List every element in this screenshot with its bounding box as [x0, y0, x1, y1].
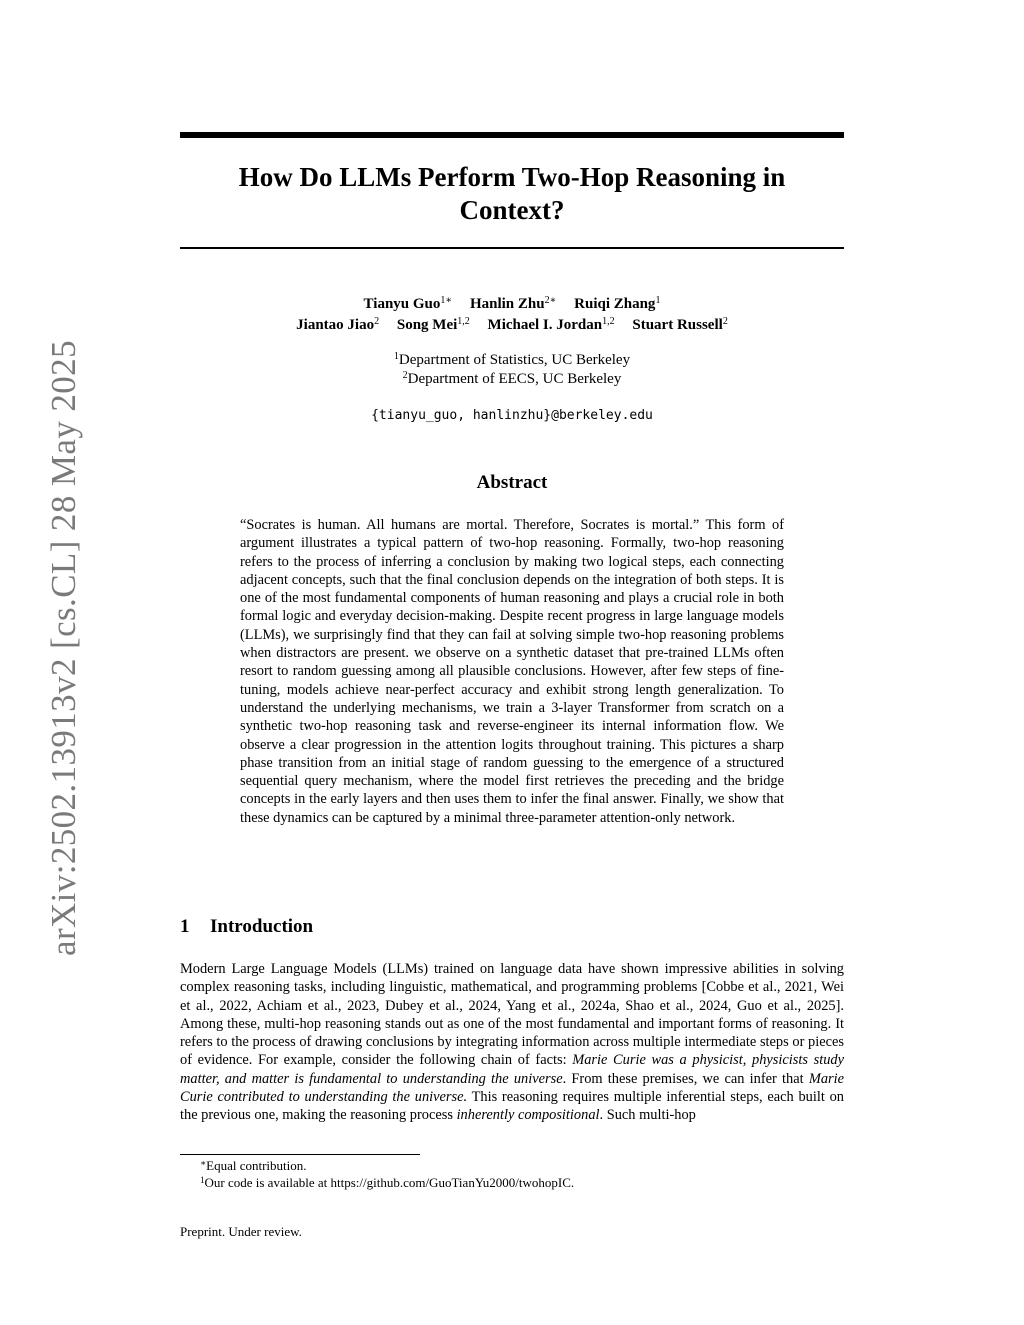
- author-name: Stuart Russell: [632, 317, 723, 333]
- footnote-text: Equal contribution.: [206, 1158, 307, 1173]
- author: [470, 296, 556, 312]
- author-affil-mark: 2: [374, 316, 380, 327]
- author: [296, 317, 379, 333]
- author-name: Hanlin Zhu: [469, 296, 545, 312]
- section-number: 1: [180, 916, 190, 937]
- title-top-rule: [180, 132, 844, 138]
- footnotes: [200, 1157, 844, 1191]
- introduction-paragraph: [180, 960, 844, 1125]
- intro-text: . Such multi-hop: [599, 1107, 696, 1124]
- author-email: {tianyu_guo, hanlinzhu}@berkeley.edu: [371, 408, 653, 423]
- author-name: Tianyu Guo: [363, 296, 441, 312]
- preprint-footer: Preprint. Under review.: [180, 1224, 302, 1239]
- author-affil-mark: 1,2: [457, 316, 470, 327]
- intro-italic-text: inherently compositional: [456, 1107, 600, 1124]
- affiliation: [180, 370, 844, 389]
- footnote-text: Our code is available at https://github.com/GuoTianYu2000/twohopIC.: [204, 1175, 575, 1190]
- intro-text: . From these premises, we can infer that: [562, 1070, 809, 1087]
- affiliation-text: Department of Statistics, UC Berkeley: [398, 352, 631, 368]
- author-list: [180, 294, 844, 336]
- author-affil-mark: 1,2: [602, 316, 615, 327]
- title-line-2: Context?: [459, 195, 565, 225]
- section-title: Introduction: [210, 916, 314, 937]
- author: [397, 317, 470, 333]
- author-name: Jiantao Jiao: [296, 317, 375, 333]
- footnote: [200, 1174, 844, 1191]
- section-heading-introduction: [180, 916, 844, 938]
- footnote: [200, 1157, 844, 1174]
- affiliation: [180, 351, 844, 370]
- abstract-text: “Socrates is human. All humans are mortal. Therefore, Socrates is mortal.” This form of argument illustrates a typical pattern of two-hop reasoning. Formally, two-hop reasoning refers to the process of inferring a conclusion by making two logical steps, each connecting adjacent concepts, such that the final conclusion depends on the integration of both steps. It is one of the most fundamental components of human reasoning and plays a crucial role in both formal logic and everyday decision-making. Despite recent progress in large language models (LLMs), we surprisingly find that they can fail at solving simple two-hop reasoning problems when distractors are present. we observe on a synthetic dataset that pre-trained LLMs often resort to random guessing among all plausible conclusions. However, after few steps of fine-tuning, models achieve near-perfect accuracy and exhibit strong length generalization. To understand the underlying mechanisms, we train a 3-layer Transformer from scratch on a synthetic two-hop reasoning task and reverse-engineer its internal information flow. We observe a clear progression in the attention logits throughout training. This pictures a sharp phase transition from an initial stage of random guessing to the emergence of a structured sequential query mechanism, where the model first retrieves the preceding and the bridge concepts in the early layers and then uses them to infer the final answer. Finally, we show that these dynamics can be captured by a minimal three-parameter attention-only network.: [240, 517, 784, 826]
- arxiv-identifier: arXiv:2502.13913v2 [cs.CL] 28 May 2025: [44, 340, 83, 956]
- author: [632, 317, 727, 333]
- footnote-rule: [180, 1154, 420, 1155]
- author-affil-mark: 1: [655, 295, 661, 306]
- intro-italic-text: Marie Curie contributed to understanding the universe.: [180, 1070, 844, 1106]
- author: [574, 296, 660, 312]
- title-bottom-rule: [180, 247, 844, 249]
- affiliation-mark: 1: [393, 351, 399, 362]
- affiliation-text: Department of EECS, UC Berkeley: [407, 371, 622, 387]
- affiliations: [180, 351, 844, 389]
- author-row-1: [180, 294, 844, 315]
- footnote-mark: 1: [200, 1175, 205, 1185]
- author-affil-mark: 2: [722, 316, 728, 327]
- author-name: Michael I. Jordan: [487, 317, 603, 333]
- intro-italic-text: Marie Curie was a physicist, physicists study matter, and matter is fundamental to understanding the universe: [180, 1052, 845, 1087]
- intro-text: This reasoning requires multiple inferential steps, each built on the previous one, making the reasoning process: [180, 1089, 844, 1124]
- footnote-mark: ∗: [200, 1158, 207, 1168]
- intro-text: Modern Large Language Models (LLMs) trained on language data have shown impressive abilities in solving complex reasoning tasks, including linguistic, mathematical, and programming problems [Cobbe et al., 2021, Wei et al., 2022, Achiam et al., 2023, Dubey et al., 2024, Yang et al., 2024a, Shao et al., 2024, Guo et al., 2025]. Among these, multi-hop reasoning stands out as one of the most fundamental and important forms of reasoning. It refers to the process of drawing conclusions by integrating information across multiple intermediate steps or pieces of evidence. For example, consider the following chain of facts:: [180, 961, 844, 1069]
- affiliation-mark: 2: [402, 370, 408, 381]
- abstract-heading: Abstract: [476, 472, 548, 493]
- author-affil-mark: 1∗: [440, 295, 453, 306]
- author-name: Ruiqi Zhang: [574, 296, 656, 312]
- author-name: Song Mei: [396, 317, 458, 333]
- author: [364, 296, 453, 312]
- author-row-2: [180, 315, 844, 336]
- title-line-1: How Do LLMs Perform Two-Hop Reasoning in: [238, 162, 786, 192]
- author: [488, 317, 615, 333]
- author-affil-mark: 2∗: [544, 295, 557, 306]
- paper-title: [180, 161, 844, 227]
